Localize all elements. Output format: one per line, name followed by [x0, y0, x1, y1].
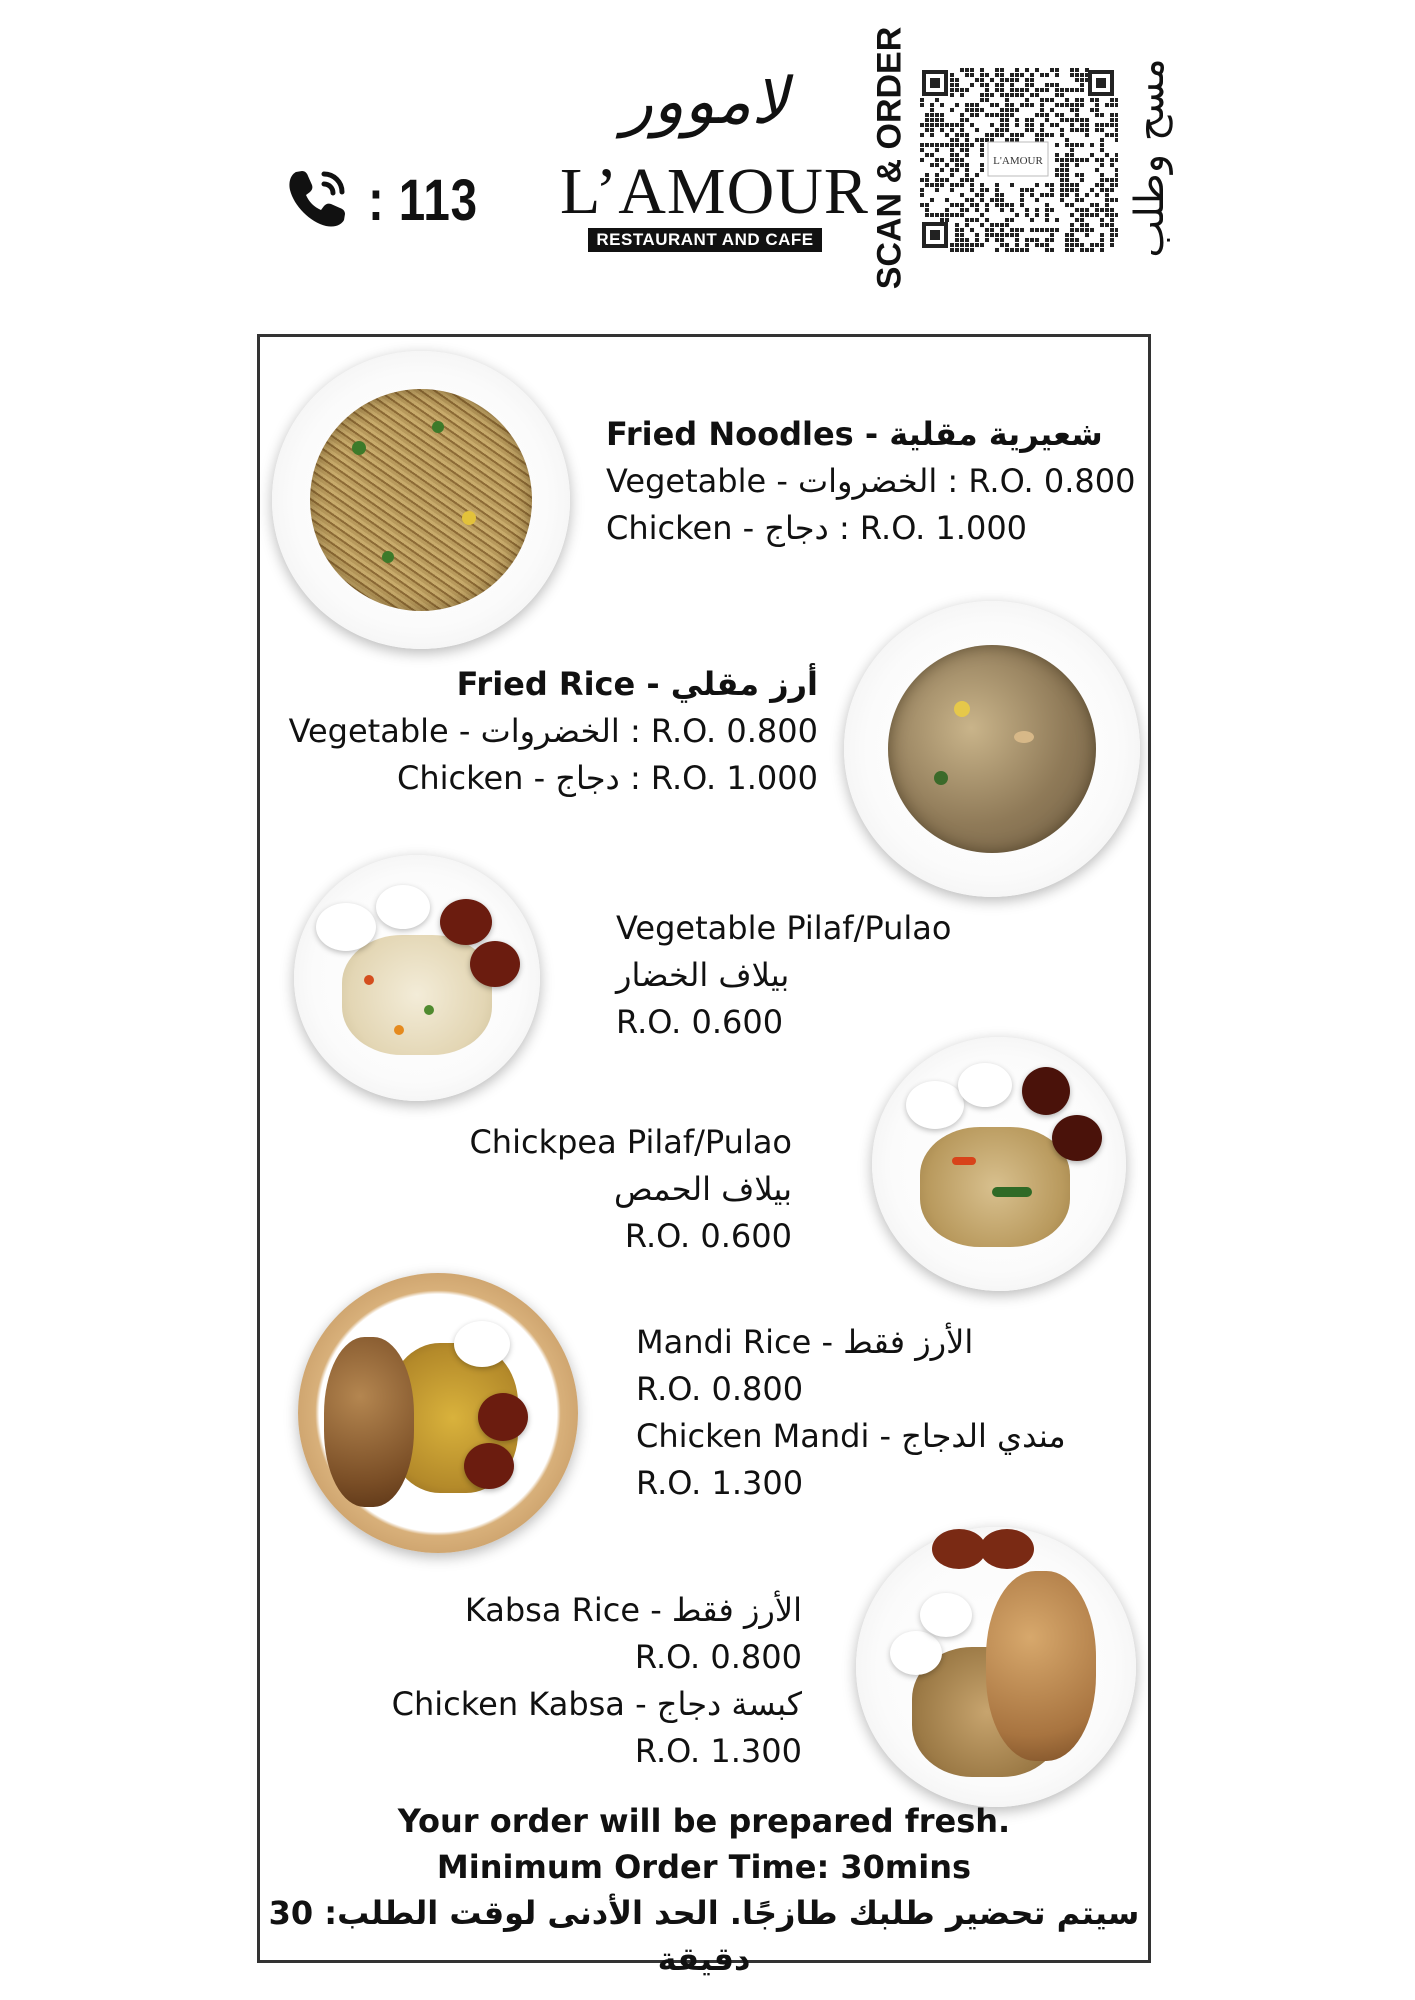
item-price: R.O. 0.600 [624, 1217, 792, 1255]
item-arabic-name: بيلاف الحمص [614, 1170, 792, 1208]
menu-frame [257, 334, 1151, 1963]
vegetable-pilaf-image [294, 855, 540, 1101]
logo-name: L’AMOUR [560, 155, 869, 228]
item-title: Chickpea Pilaf/Pulao [469, 1123, 792, 1161]
item-price: R.O. 0.600 [616, 1003, 784, 1041]
logo-subtitle: RESTAURANT AND CAFE [588, 228, 821, 252]
menu-item-chickpea-pilaf [469, 1119, 792, 1260]
item-price-line: Vegetable - الخضروات : R.O. 0.800 [288, 712, 818, 750]
item-title: Kabsa Rice - الأرز فقط [464, 1591, 802, 1629]
item-price-line: Vegetable - الخضروات : R.O. 0.800 [606, 462, 1136, 500]
menu-item-mandi [636, 1319, 1066, 1507]
item-title: Fried Noodles - شعيرية مقلية [606, 415, 1103, 453]
item-title: Vegetable Pilaf/Pulao [616, 909, 952, 947]
menu-item-vegetable-pilaf [616, 905, 951, 1046]
footer-line-fresh: Your order will be prepared fresh. [397, 1802, 1011, 1840]
item-title-chicken: Chicken Mandi - مندي الدجاج [636, 1417, 1066, 1455]
footer-line-arabic: سيتم تحضير طلبك طازجًا. الحد الأدنى لوقت الطلب: 30 دقيقة [268, 1894, 1140, 1978]
qr-center-logo: L'AMOUR [993, 155, 1043, 167]
item-title-chicken: Chicken Kabsa - كبسة دجاج [391, 1685, 802, 1723]
fried-rice-image [844, 601, 1140, 897]
menu-item-kabsa [392, 1587, 802, 1775]
phone-contact[interactable] [282, 165, 502, 235]
item-price-chicken: R.O. 1.300 [636, 1464, 804, 1502]
footer-notice [257, 1798, 1151, 1982]
logo-arabic: لاموور [622, 65, 788, 139]
phone-icon [282, 162, 354, 238]
scan-order-label: SCAN & ORDER [870, 26, 909, 290]
fried-noodles-image [272, 351, 570, 649]
item-title: Mandi Rice - الأرز فقط [636, 1323, 974, 1361]
item-price: R.O. 0.800 [636, 1370, 804, 1408]
item-arabic-name: بيلاف الخضار [616, 956, 790, 994]
scan-order-label-arabic: مسح وطلب [1127, 58, 1173, 258]
menu-item-fried-rice [289, 661, 818, 802]
mandi-image [298, 1273, 578, 1553]
restaurant-logo [560, 62, 869, 262]
phone-number: : 113 [368, 167, 478, 233]
item-title: Fried Rice - أرز مقلي [456, 665, 818, 703]
item-price: R.O. 0.800 [634, 1638, 802, 1676]
menu-item-fried-noodles [606, 411, 1135, 552]
footer-line-min-time: Minimum Order Time: 30mins [436, 1848, 972, 1886]
qr-code[interactable] [918, 66, 1118, 252]
chickpea-pilaf-image [872, 1037, 1126, 1291]
item-price-line: Chicken - دجاج : R.O. 1.000 [606, 509, 1028, 547]
kabsa-image [856, 1527, 1136, 1807]
item-price-chicken: R.O. 1.300 [634, 1732, 802, 1770]
item-price-line: Chicken - دجاج : R.O. 1.000 [396, 759, 818, 797]
